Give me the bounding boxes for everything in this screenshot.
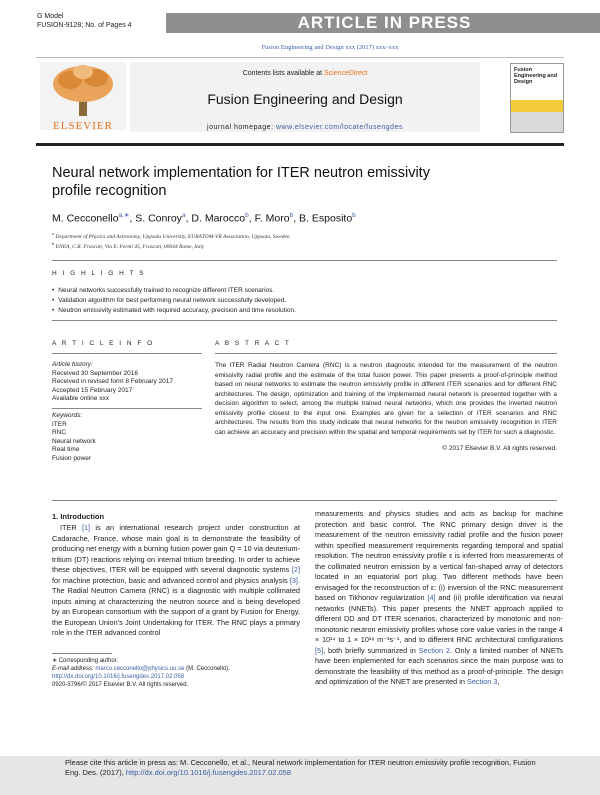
journal-title: Fusion Engineering and Design: [207, 91, 403, 107]
author-affiliation-marker[interactable]: a,∗: [118, 212, 130, 219]
keyword: ITER: [52, 420, 67, 428]
body-column-left: [52, 523, 300, 639]
divider: [52, 353, 202, 354]
manuscript-number: FUSION-9128; No. of Pages 4: [37, 22, 132, 29]
keyword: Fusion power: [52, 454, 92, 462]
author-affiliation-marker[interactable]: b: [289, 212, 294, 219]
affiliation-a: [52, 231, 290, 240]
corresponding-author-note: ∗ Corresponding author.: [52, 658, 119, 664]
keywords-label: Keywords:: [52, 412, 83, 419]
reference-link[interactable]: Section 3: [466, 677, 498, 686]
banner-divider-top: [36, 57, 564, 58]
doi-link[interactable]: http://dx.doi.org/10.1016/j.fusengdes.2017.02.058: [52, 674, 185, 680]
cover-band: [511, 100, 563, 112]
keyword: RNC: [52, 429, 67, 436]
affiliation-b-marker: b: [52, 241, 55, 246]
journal-cover-thumbnail: [510, 63, 564, 133]
homepage-prefix: journal homepage:: [207, 124, 276, 131]
reference-link[interactable]: [3]: [289, 575, 298, 585]
body-text: . Only a limited number of NNETs have been implemented for each scenarios since the main purpose was to demonstrate the feasibility of this method as a proof-of-principle. The design and optimization of the NNET are presented in: [315, 645, 563, 686]
reference-link[interactable]: [1]: [81, 523, 91, 532]
body-text: ,: [497, 677, 500, 686]
author-affiliation-marker[interactable]: b: [352, 212, 356, 219]
email-note: [52, 665, 302, 673]
author-name: D. Marocco: [191, 212, 246, 225]
article-in-press-banner: ARTICLE IN PRESS: [166, 13, 600, 33]
reference-link[interactable]: [5]: [315, 645, 324, 655]
highlight-item: • Neural networks successfully trained to recognize different ITER scenarios.: [52, 286, 557, 296]
affiliation-b-text: ENEA, C.R. Frascati, Via E. Fermi 45, Frascati, 00044 Rome, Italy: [55, 243, 205, 250]
copyright: © 2017 Elsevier B.V. All rights reserved.: [442, 445, 557, 452]
history-label: Article history:: [52, 361, 93, 368]
author-name: F. Moro: [254, 212, 290, 225]
abstract-text: The ITER Radial Neutron Camera (RNC) is a neutron diagnostic intended for the measurement of the neutron emissivity radial profile and the estimate of the total fusion power. This paper presents a proof-of-principle method based on neural networks to estimate the neutron emissivity profile in different ITER scenarios and for different RNC architectures. The design, optimization and training of the implemented neural network is presented together with a decision algorithm to select, among the multiple trained neural networks, which one provides the inverted neutron emissivity profile closest to the input one. Examples are given for a selection of ITER scenarios and RNC architectures. The results from this study indicate that neural networks for the neutron emissivity recognition in ITER can achieve an accuracy and precision within the spatial and temporal requirements set by ITER for such a diagnostic.: [215, 362, 557, 436]
history-item: Accepted 15 February 2017: [52, 386, 133, 394]
history-item: Received in revised form 8 February 2017: [52, 378, 174, 385]
article-history: [52, 361, 202, 404]
citation-doi-link[interactable]: http://dx.doi.org/10.1016/j.fusengdes.2017.02.058: [125, 768, 292, 777]
body-text: and (ii) profile identification via neural networks (NNETs). This paper presents the NNET approach applied to different DD and DT ITER scenarios, characterized by monotonic and non-monotonic neutron emissivity profiles whose core value varies in the range 4 × 10¹⁴ to 1 × 10¹⁸ m⁻³s⁻¹, and to different RNC architectural configurations: [315, 593, 563, 644]
reference-link[interactable]: [2]: [291, 565, 300, 574]
body-text: . The Radial Neutron Camera (RNC) is a diagnostic with multiple collimated inputs aiming at characterizing the neutron source and is being developed by an European consortium with the support of a grant by Fusion for Energy, the European Union's Joint Undertaking for ITER. The RNC plays a primary role in the ITER advanced control: [52, 575, 300, 637]
divider: [52, 500, 557, 501]
history-item: Received 30 September 2016: [52, 369, 139, 377]
body-text: for machine protection, basic and advanced control and physics analysis: [52, 575, 290, 585]
homepage-link[interactable]: www.elsevier.com/locate/fusengdes: [275, 124, 403, 131]
keyword: Neural network: [52, 437, 96, 445]
author-name: M. Cecconello: [52, 212, 119, 225]
body-text: ITER: [60, 523, 82, 532]
citation-prefix: Please cite this article in press as: M. Cecconello, et al., Neural network implementation for ITER neutron emissivity profile recognition, Fusion Eng. Des. (2017),: [65, 758, 536, 777]
reference-link[interactable]: Section 2: [418, 645, 450, 655]
cover-band-lower: [511, 112, 563, 132]
affiliation-a-marker: a: [52, 231, 55, 236]
divider: [52, 320, 557, 321]
affiliation-a-text: Department of Physics and Astronomy, Uppsala University, EURATOM-VR Association, Uppsala, Sweden: [55, 233, 290, 240]
banner-divider-bottom: [36, 143, 564, 146]
author-name: S. Conroy: [135, 212, 182, 225]
cover-title: Fusion Engineering and Design: [514, 67, 558, 85]
elsevier-wordmark: ELSEVIER: [53, 120, 113, 132]
author-affiliation-marker[interactable]: b: [245, 212, 249, 219]
history-item: Available online xxx: [52, 395, 109, 402]
body-column-right: [315, 509, 563, 688]
body-text: measurements and physics studies and acts as backup for machine protection and basic control. The RNC primary design driver is the measurement of the neutron emissivity radial profile and the fusion power within specified measurement requirements regarding temporal and spatial resolution. The neutron emissivity profile ε is inferred from measurements of the collimated neutron emission by a vertical fan-shaped array of detectors located in an equatorial port plug. Two different methods have been envisaged for the reconstruction of ε: (i) inversion of the RNC measurement based on Tikhonov regularization: [315, 509, 563, 602]
elsevier-tree-icon: [40, 62, 126, 118]
author-affiliation-marker[interactable]: a: [181, 212, 186, 219]
affiliation-b: [52, 241, 204, 250]
model-label: G Model: [37, 13, 64, 20]
divider: [52, 260, 557, 261]
reference-link[interactable]: [4]: [427, 593, 436, 602]
homepage-line: [130, 124, 480, 131]
manuscript-id: [37, 12, 132, 30]
contents-line: [140, 70, 470, 77]
email-label: E-mail address:: [52, 666, 96, 672]
body-text: is an international research project under construction at Cadarache, France, whose main goal is to demonstrate the feasibility of producing net energy with a burning fusion power gain Q = 10 via deuterium-tritium (DT) reactions relying on internal tritium breeding. In order to achieve these objectives, ITER will be equipped with several diagnostic systems: [52, 523, 300, 574]
issn-line: 0920-3796/© 2017 Elsevier B.V. All rights reserved.: [52, 682, 189, 688]
section-heading: 1. Introduction: [52, 512, 105, 521]
highlight-item: • Neutron emissivity estimated with required accuracy, precision and time resolution.: [52, 306, 557, 316]
author-list: M. Cecconello$^{a,∗}$, S. Conroy$^a$, D. Marocco$^b$, F. Moro$^b$, B. Esposito$^b$: [52, 212, 356, 225]
citation-text: [65, 758, 545, 778]
footnotes: [52, 657, 302, 689]
sciencedirect-link[interactable]: ScienceDirect: [324, 70, 368, 77]
email-link[interactable]: marco.cecconello@physics.uu.se: [95, 666, 185, 672]
divider: [215, 353, 557, 354]
highlight-item: • Validation algorithm for best performing neural network successfully developed.: [52, 296, 557, 306]
footnote-divider: [52, 653, 112, 654]
contents-prefix: Contents lists available at: [242, 70, 325, 77]
body-text: , both briefly summarized in: [323, 645, 419, 655]
article-title: Neural network implementation for ITER neutron emissivity profile recognition: [52, 165, 430, 199]
abstract-heading: A B S T R A C T: [215, 340, 291, 347]
divider: [52, 408, 202, 409]
email-suffix: (M. Cecconello).: [184, 666, 230, 672]
keyword: Real time: [52, 446, 80, 453]
highlights-heading: H I G H L I G H T S: [52, 270, 146, 277]
article-info-heading: A R T I C L E I N F O: [52, 340, 155, 347]
journal-reference[interactable]: Fusion Engineering and Design xxx (2017) xxx–xxx: [261, 44, 399, 51]
highlights-list: [52, 286, 557, 316]
author-name: B. Esposito: [299, 212, 353, 225]
keywords: [52, 412, 202, 463]
